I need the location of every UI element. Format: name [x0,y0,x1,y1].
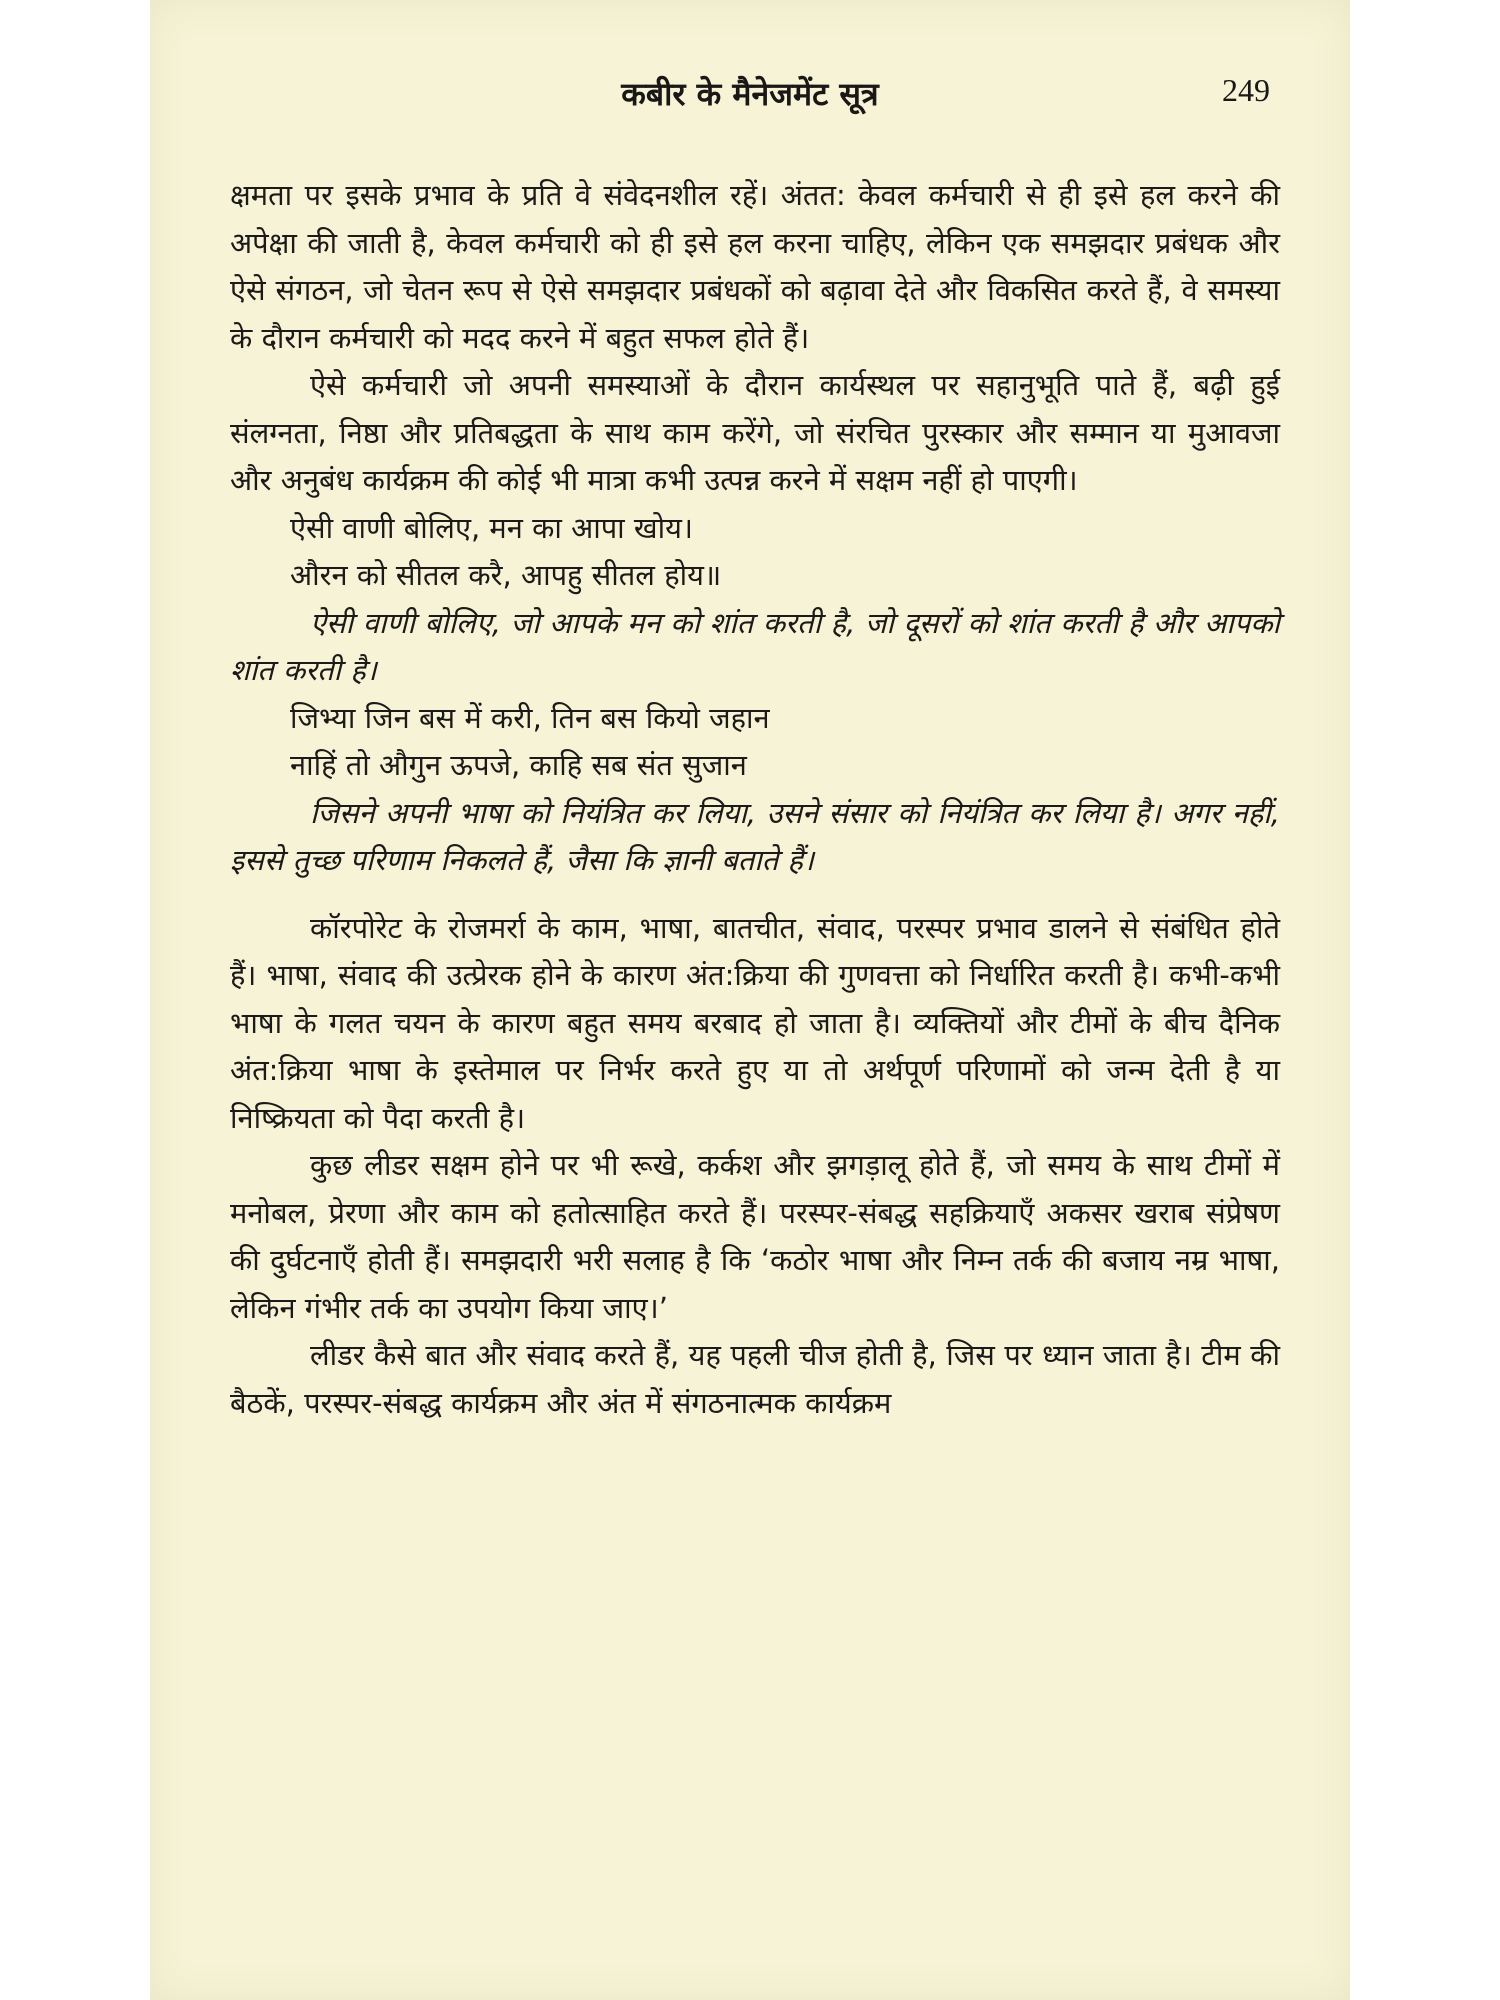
verse-1-line-2: औरन को सीतल करै, आपहु सीतल होय॥ [290,558,722,592]
verse-1-meaning: ऐसी वाणी बोलिए, जो आपके मन को शांत करती है, जो दूसरों को शांत करती है और आपको शांत करती है। [230,605,1280,687]
page-body [230,172,1280,1427]
paragraph-4: कुछ लीडर सक्षम होने पर भी रूखे, कर्कश और झगड़ालू होते हैं, जो समय के साथ टीमों में मनोबल, प्रेरणा और काम को हतोत्साहित करते हैं। परस्पर-संबद्ध सहक्रियाएँ अकसर खराब संप्रेषण की दुर्घटनाएँ होती हैं। समझदारी भरी सलाह है कि ‘कठोर भाषा और निम्न तर्क की बजाय नम्र भाषा, लेकिन गंभीर तर्क का उपयोग किया जाए।’ [230,1148,1280,1325]
verse-2-line-2: नाहिं तो औगुन ऊपजे, काहि सब संत सुजान [290,748,747,782]
paragraph-5: लीडर कैसे बात और संवाद करते हैं, यह पहली चीज होती है, जिस पर ध्यान जाता है। टीम की बैठकें, परस्पर-संबद्ध कार्यक्रम और अंत में संगठनात्मक कार्यक्रम [230,1338,1280,1420]
page-number: 249 [1222,72,1270,108]
paragraph-3: कॉरपोरेट के रोजमर्रा के काम, भाषा, बातचीत, संवाद, परस्पर प्रभाव डालने से संबंधित होते हैं। भाषा, संवाद की उत्प्रेरक होने के कारण अंत:क्रिया की गुणवत्ता को निर्धारित करती है। कभी-कभी भाषा के गलत चयन के कारण बहुत समय बरबाद हो जाता है। व्यक्तियों और टीमों के बीच दैनिक अंत:क्रिया भाषा के इस्तेमाल पर निर्भर करते हुए या तो अर्थपूर्ण परिणामों को जन्म देती है या निष्क्रियता को पैदा करती है। [230,910,1280,1135]
verse-2-line-1: जिभ्या जिन बस में करी, तिन बस कियो जहान [290,700,770,735]
book-page [150,0,1350,2000]
page-header [230,72,1270,122]
paragraph-1: क्षमता पर इसके प्रभाव के प्रति वे संवेदनशील रहें। अंतत: केवल कर्मचारी से ही इसे हल करने की अपेक्षा की जाती है, केवल कर्मचारी को ही इसे हल करना चाहिए, लेकिन एक समझदार प्रबंधक और ऐसे संगठन, जो चेतन रूप से ऐसे समझदार प्रबंधकों को बढ़ावा देते और विकसित करते हैं, वे समस्या के दौरान कर्मचारी को मदद करने में बहुत सफल होते हैं। [230,178,1280,355]
verse-1-line-1: ऐसी वाणी बोलिए, मन का आपा खोय। [290,510,693,545]
paragraph-2: ऐसे कर्मचारी जो अपनी समस्याओं के दौरान कार्यस्थल पर सहानुभूति पाते हैं, बढ़ी हुई संलग्नता, निष्ठा और प्रतिबद्धता के साथ काम करेंगे, जो संरचित पुरस्कार और सम्मान या मुआवजा और अनुबंध कार्यक्रम की कोई भी मात्रा कभी उत्पन्न करने में सक्षम नहीं हो पाएगी। [230,368,1280,497]
section-gap [230,885,1280,905]
verse-2-meaning: जिसने अपनी भाषा को नियंत्रित कर लिया, उसने संसार को नियंत्रित कर लिया है। अगर नहीं, इससे तुच्छ परिणाम निकलते हैं, जैसा कि ज्ञानी बताते हैं। [230,795,1280,877]
running-title: कबीर के मैनेजमेंट सूत्र [621,75,879,113]
